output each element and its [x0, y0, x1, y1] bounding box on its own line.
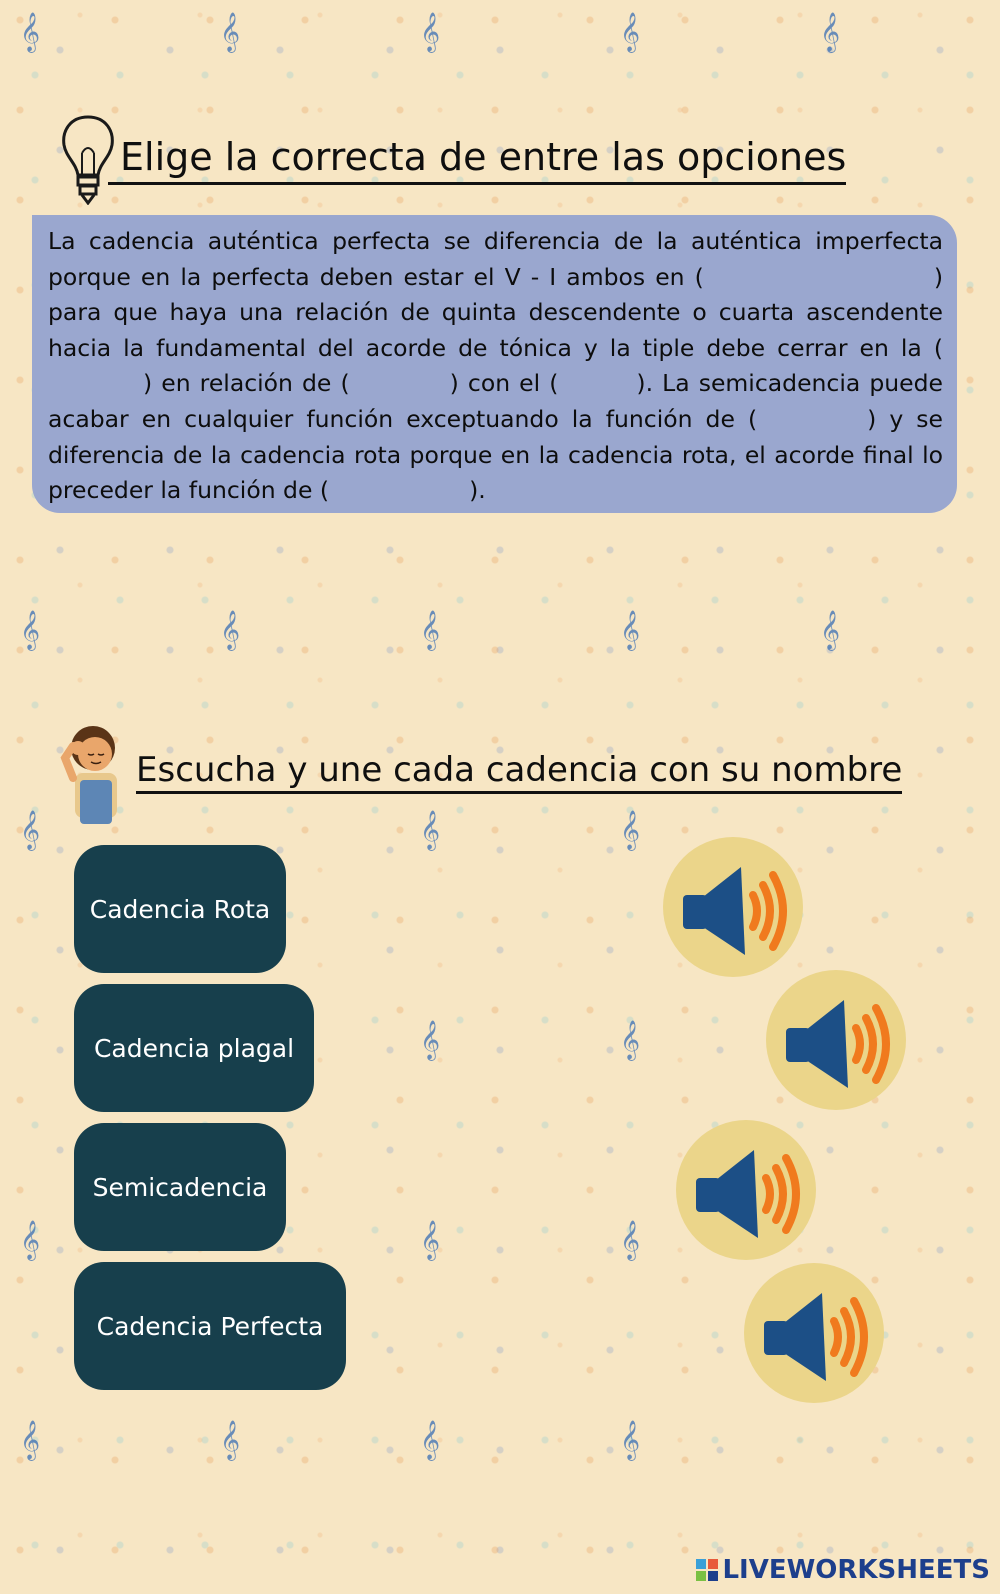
clef-icon: 𝄞 [20, 1220, 41, 1260]
clef-icon: 𝄞 [620, 12, 641, 52]
clef-icon: 𝄞 [20, 12, 41, 52]
card-label: Cadencia Perfecta [96, 1311, 324, 1341]
match-card-cadencia-plagal[interactable] [74, 984, 314, 1112]
paragraph-segment: ) para que haya una relación de quinta descendente o cuarta ascendente hacia la fundamental del acorde de tónica y la tiple debe cerrar en la ( [48, 262, 943, 362]
card-label: Cadencia plagal [93, 1033, 295, 1063]
title-underline [108, 182, 846, 185]
paragraph-segment: ). La semicadencia puede acabar en cualquier función exceptuando la función de ( [48, 369, 944, 433]
speaker-icon [766, 970, 906, 1110]
card-label: Semicadencia [92, 1172, 268, 1202]
audio-play-button-4[interactable] [744, 1263, 884, 1403]
speaker-icon [663, 837, 803, 977]
title-underline [136, 791, 902, 794]
clef-icon: 𝄞 [620, 1020, 641, 1060]
clef-icon: 𝄞 [220, 12, 241, 52]
section-title-choose [120, 135, 846, 179]
clef-icon: 𝄞 [620, 1420, 641, 1460]
clef-icon: 𝄞 [420, 1020, 441, 1060]
card-label: Cadencia Rota [89, 894, 271, 924]
liveworksheets-logo[interactable] [696, 1554, 990, 1586]
match-card-cadencia-rota[interactable] [74, 845, 286, 973]
clef-icon: 𝄞 [620, 610, 641, 650]
clef-icon: 𝄞 [420, 12, 441, 52]
paragraph-segment: ) y se diferencia de la cadencia rota porque en la cadencia rota, el acorde final lo preceder la función de ( [48, 404, 943, 505]
section-title-listen [136, 750, 902, 790]
match-card-semicadencia[interactable] [74, 1123, 286, 1251]
section-title-text: Elige la correcta de entre las opciones [120, 135, 847, 179]
paragraph-segment: ). [469, 476, 486, 505]
fill-in-paragraph [48, 224, 943, 509]
listening-child-icon [55, 718, 135, 828]
audio-play-button-2[interactable] [766, 970, 906, 1110]
paragraph-segment: La cadencia auténtica perfecta se diferencia de la auténtica imperfecta porque en la perfecta deben estar el V - I ambos en ( [48, 227, 943, 291]
clef-icon: 𝄞 [420, 610, 441, 650]
clef-icon: 𝄞 [820, 12, 841, 52]
clef-icon: 𝄞 [420, 1420, 441, 1460]
logo-mark-icon [696, 1559, 718, 1581]
clef-icon: 𝄞 [620, 810, 641, 850]
match-card-cadencia-perfecta[interactable] [74, 1262, 346, 1390]
logo-text: LIVEWORKSHEETS [722, 1555, 990, 1585]
audio-play-button-3[interactable] [676, 1120, 816, 1260]
clef-icon: 𝄞 [620, 1220, 641, 1260]
clef-icon: 𝄞 [20, 610, 41, 650]
speaker-icon [676, 1120, 816, 1260]
clef-icon: 𝄞 [420, 810, 441, 850]
paragraph-segment: ) con el ( [449, 369, 559, 398]
clef-icon: 𝄞 [220, 610, 241, 650]
paragraph-segment: ) en relación de ( [143, 369, 350, 398]
clef-icon: 𝄞 [20, 810, 41, 850]
clef-icon: 𝄞 [820, 610, 841, 650]
speaker-icon [744, 1263, 884, 1403]
lightbulb-icon [58, 113, 118, 205]
clef-icon: 𝄞 [20, 1420, 41, 1460]
section-title-text: Escucha y une cada cadencia con su nombre [136, 750, 903, 790]
audio-play-button-1[interactable] [663, 837, 803, 977]
clef-icon: 𝄞 [420, 1220, 441, 1260]
clef-icon: 𝄞 [220, 1420, 241, 1460]
